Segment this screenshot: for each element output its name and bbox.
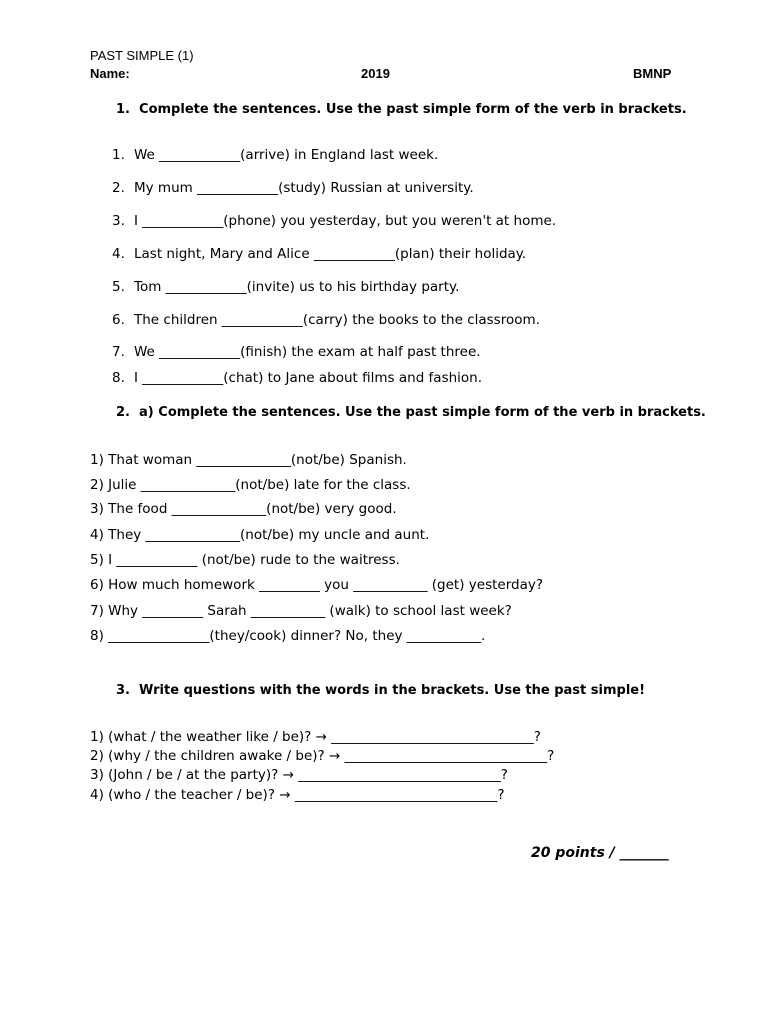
document-title: PAST SIMPLE (1) (90, 48, 194, 63)
exercise-2-item: 7) Why _________ Sarah ___________ (walk) to school last week? (90, 603, 512, 619)
exercise-2-item: 6) How much homework _________ you ___________ (get) yesterday? (90, 577, 544, 593)
exercise-3-item: 2) (why / the children awake / be)? → ______________________________? (90, 748, 555, 764)
exercise-1-item: 5. Tom ____________(invite) us to his birthday party. (112, 279, 460, 295)
exercise-1-item: 8. I ____________(chat) to Jane about films and fashion. (112, 370, 483, 386)
exercise-2-item: 3) The food ______________(not/be) very good. (90, 501, 397, 517)
section-2-heading: 2. a) Complete the sentences. Use the past simple form of the verb in brackets. (116, 405, 706, 420)
name-label: Name: (90, 66, 130, 81)
school-code: BMNP (633, 66, 672, 81)
exercise-2-item: 1) That woman ______________(not/be) Spanish. (90, 452, 407, 468)
exercise-2-item: 4) They ______________(not/be) my uncle and aunt. (90, 527, 430, 543)
exercise-1-item: 1. We ____________(arrive) in England last week. (112, 147, 439, 163)
exercise-1-item: 3. I ____________(phone) you yesterday, but you weren't at home. (112, 213, 557, 229)
exercise-1-item: 2. My mum ____________(study) Russian at university. (112, 180, 474, 196)
exercise-3-item: 1) (what / the weather like / be)? → ______________________________? (90, 729, 541, 745)
exercise-1-item: 7. We ____________(finish) the exam at half past three. (112, 344, 481, 360)
year-label: 2019 (361, 66, 390, 81)
exercise-3-item: 4) (who / the teacher / be)? → ______________________________? (90, 787, 505, 803)
exercise-1-item: 4. Last night, Mary and Alice ____________(plan) their holiday. (112, 246, 527, 262)
exercise-3-item: 3) (John / be / at the party)? → ______________________________? (90, 767, 508, 783)
exercise-2-item: 5) I ____________ (not/be) rude to the waitress. (90, 552, 400, 568)
section-3-heading: 3. Write questions with the words in the brackets. Use the past simple! (116, 683, 646, 698)
score-total: 20 points / _______ (531, 845, 669, 861)
exercise-2-item: 2) Julie ______________(not/be) late for the class. (90, 477, 411, 493)
exercise-2-item: 8) _______________(they/cook) dinner? No, they ___________. (90, 628, 486, 644)
exercise-1-item: 6. The children ____________(carry) the books to the classroom. (112, 312, 540, 328)
section-1-heading: 1. Complete the sentences. Use the past simple form of the verb in brackets. (116, 102, 687, 117)
